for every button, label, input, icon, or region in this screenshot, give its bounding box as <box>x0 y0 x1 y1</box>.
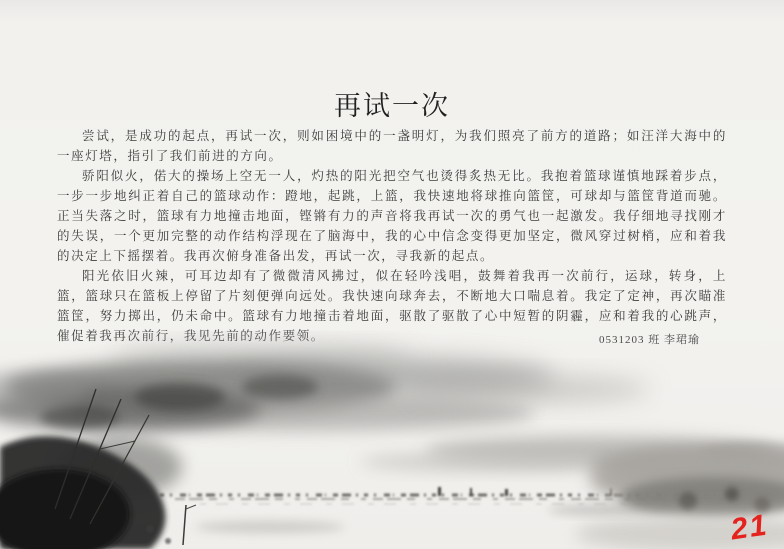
page-title: 再试一次 <box>334 91 450 121</box>
paragraph: 尝试，是成功的起点，再试一次，则如困境中的一盏明灯，为我们照亮了前方的道路；如汪洋大海中的一座灯塔，指引了我们前进的方向。 <box>57 129 727 163</box>
water-pole <box>183 505 196 545</box>
essay-body <box>57 126 727 346</box>
cloud-band-main <box>0 344 650 431</box>
paragraph: 阳光依旧火辣，可耳边却有了微微清风拂过，似在轻吟浅唱，鼓舞着我再一次前行，运球，转身，上篮，篮球只在篮板上停留了片刻便弹向远处。我快速向球奔去，不断地大口喘息着。我定了定神，再次瞄准篮筐，努力掷出，仍未命中。篮球有力地撞击着地面，驱散了驱散了心中短暂的阴霾，应和着我的心跳声，催促着我再次前行，我见先前的动作要领。 <box>57 269 727 343</box>
ink-wash-painting <box>0 329 784 549</box>
water-streak <box>195 521 345 533</box>
score-mark: 21 <box>728 508 771 547</box>
paragraph: 骄阳似火，偌大的操场上空无一人，灼热的阳光把空气也烫得炙热无比。我抱着篮球谨慎地踩着步点，一步一步地纠正着自己的篮球动作：蹬地，起跳，上篮，我快速地将球推向篮筐，可球却与篮筐背道而驰。正当失落之时，篮球有力地撞击地面，铿锵有力的声音将我再试一次的勇气也一起激发。我仔细地寻找刚才的失误，一个更加完整的动作结构浮现在了脑海中，我的心中信念变得更加坚定，微风穿过树梢，应和着我的决定上下摇摆着。我再次俯身准备出发，再试一次，寻我新的起点。 <box>57 169 727 263</box>
byline: 0531203 班 李珺瑜 <box>599 334 700 346</box>
